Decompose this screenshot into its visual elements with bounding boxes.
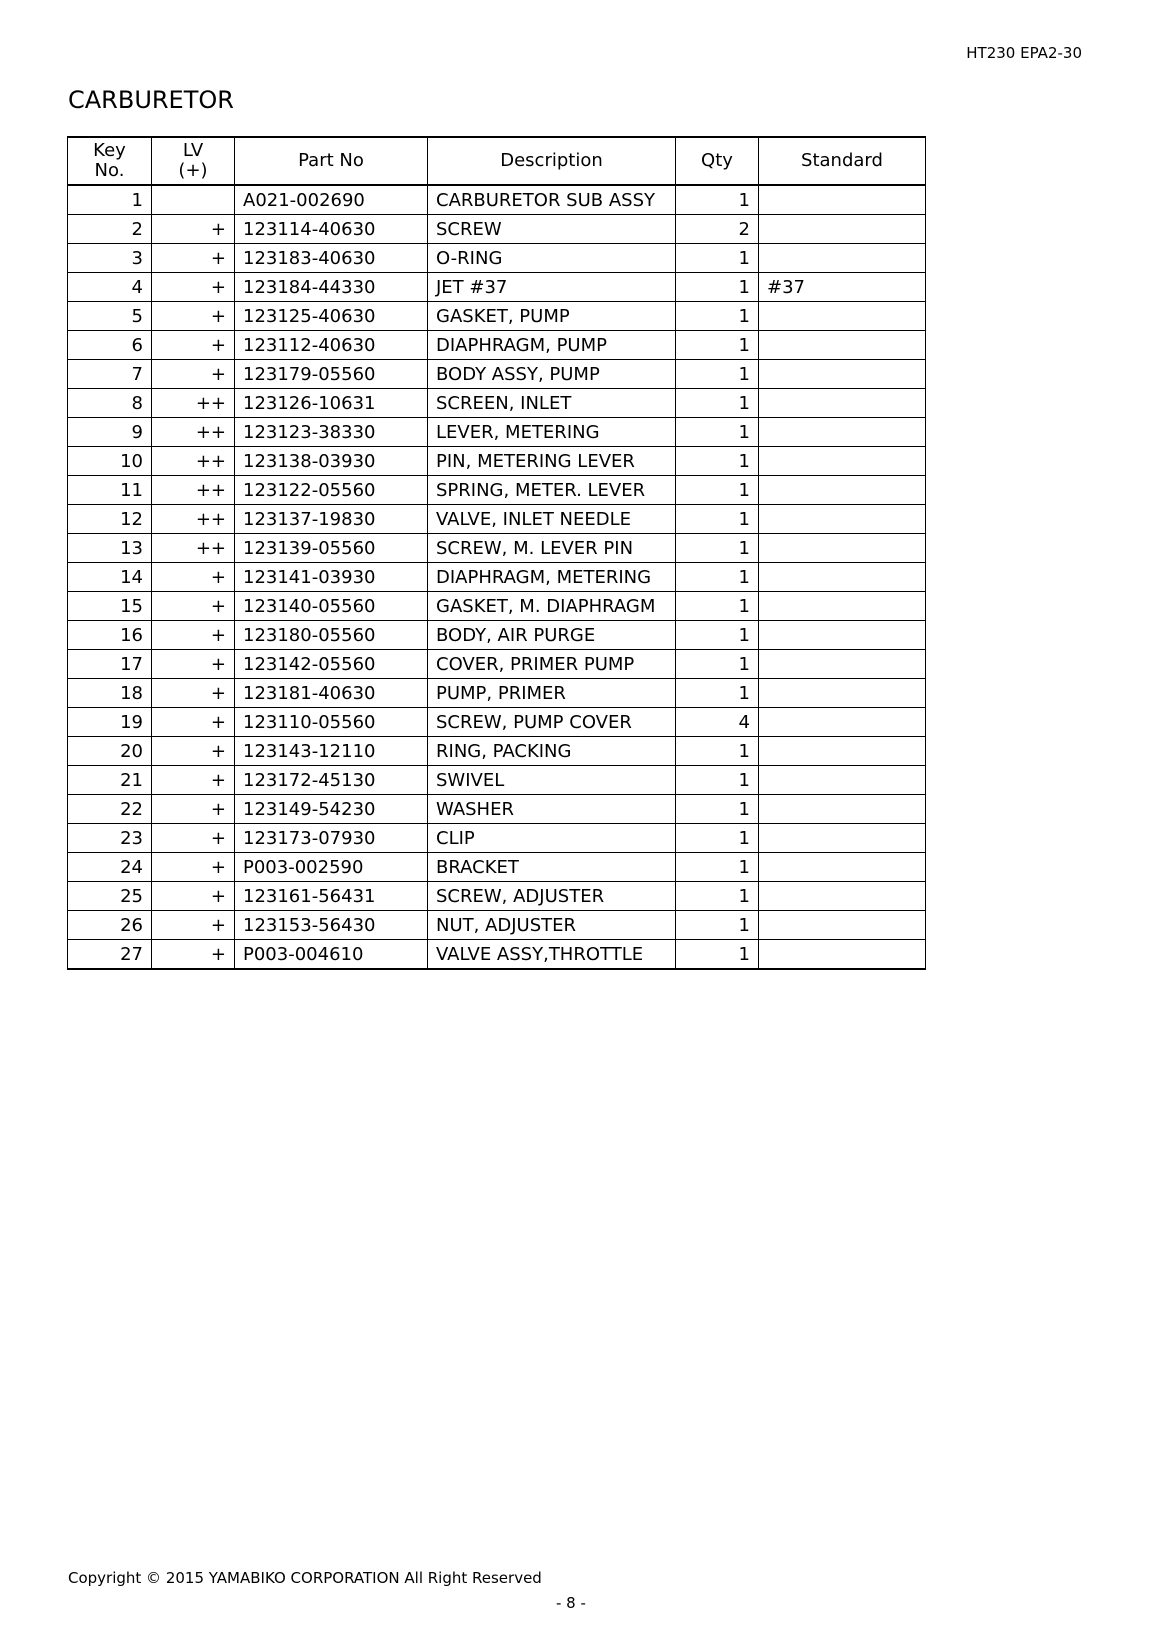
description-cell: PUMP, PRIMER bbox=[428, 679, 676, 708]
qty-cell: 1 bbox=[676, 940, 759, 970]
table-row bbox=[68, 766, 926, 795]
part-no-cell: 123161-56431 bbox=[235, 882, 428, 911]
standard-cell bbox=[759, 650, 926, 679]
table-row bbox=[68, 505, 926, 534]
description-cell: RING, PACKING bbox=[428, 737, 676, 766]
table-row bbox=[68, 331, 926, 360]
table-row bbox=[68, 185, 926, 215]
qty-cell: 1 bbox=[676, 331, 759, 360]
lv-cell: + bbox=[152, 592, 235, 621]
lv-cell: + bbox=[152, 331, 235, 360]
qty-cell: 1 bbox=[676, 766, 759, 795]
column-header-lv-line1: LV bbox=[182, 140, 204, 161]
lv-cell: + bbox=[152, 795, 235, 824]
part-no-cell: 123153-56430 bbox=[235, 911, 428, 940]
table-row bbox=[68, 824, 926, 853]
table-row bbox=[68, 360, 926, 389]
parts-table bbox=[67, 136, 926, 970]
key-no-cell: 16 bbox=[68, 621, 152, 650]
description-cell: JET #37 bbox=[428, 273, 676, 302]
lv-cell: + bbox=[152, 679, 235, 708]
description-cell: CARBURETOR SUB ASSY bbox=[428, 185, 676, 215]
column-header-part-no: Part No bbox=[235, 137, 428, 185]
description-cell: CLIP bbox=[428, 824, 676, 853]
standard-cell bbox=[759, 737, 926, 766]
standard-cell bbox=[759, 940, 926, 970]
qty-cell: 1 bbox=[676, 911, 759, 940]
lv-cell: + bbox=[152, 650, 235, 679]
column-header-description: Description bbox=[428, 137, 676, 185]
description-cell: WASHER bbox=[428, 795, 676, 824]
table-row bbox=[68, 244, 926, 273]
key-no-cell: 3 bbox=[68, 244, 152, 273]
lv-cell: ++ bbox=[152, 418, 235, 447]
standard-cell bbox=[759, 534, 926, 563]
description-cell: SCREW bbox=[428, 215, 676, 244]
table-row bbox=[68, 911, 926, 940]
key-no-cell: 5 bbox=[68, 302, 152, 331]
standard-cell bbox=[759, 708, 926, 737]
part-no-cell: 123122-05560 bbox=[235, 476, 428, 505]
description-cell: SCREW, ADJUSTER bbox=[428, 882, 676, 911]
table-row bbox=[68, 534, 926, 563]
qty-cell: 1 bbox=[676, 447, 759, 476]
standard-cell bbox=[759, 592, 926, 621]
lv-cell: + bbox=[152, 563, 235, 592]
description-cell: SWIVEL bbox=[428, 766, 676, 795]
qty-cell: 1 bbox=[676, 505, 759, 534]
qty-cell: 1 bbox=[676, 824, 759, 853]
part-no-cell: 123123-38330 bbox=[235, 418, 428, 447]
column-header-standard: Standard bbox=[759, 137, 926, 185]
table-row bbox=[68, 708, 926, 737]
table-row bbox=[68, 418, 926, 447]
standard-cell bbox=[759, 766, 926, 795]
part-no-cell: 123139-05560 bbox=[235, 534, 428, 563]
lv-cell: ++ bbox=[152, 505, 235, 534]
part-no-cell: 123126-10631 bbox=[235, 389, 428, 418]
key-no-cell: 24 bbox=[68, 853, 152, 882]
qty-cell: 1 bbox=[676, 360, 759, 389]
standard-cell bbox=[759, 621, 926, 650]
key-no-cell: 11 bbox=[68, 476, 152, 505]
lv-cell: + bbox=[152, 302, 235, 331]
description-cell: DIAPHRAGM, METERING bbox=[428, 563, 676, 592]
key-no-cell: 13 bbox=[68, 534, 152, 563]
lv-cell: + bbox=[152, 882, 235, 911]
part-no-cell: 123137-19830 bbox=[235, 505, 428, 534]
qty-cell: 1 bbox=[676, 737, 759, 766]
table-row bbox=[68, 302, 926, 331]
qty-cell: 1 bbox=[676, 244, 759, 273]
description-cell: VALVE, INLET NEEDLE bbox=[428, 505, 676, 534]
description-cell: COVER, PRIMER PUMP bbox=[428, 650, 676, 679]
lv-cell: + bbox=[152, 360, 235, 389]
qty-cell: 4 bbox=[676, 708, 759, 737]
standard-cell bbox=[759, 389, 926, 418]
key-no-cell: 4 bbox=[68, 273, 152, 302]
standard-cell bbox=[759, 215, 926, 244]
standard-cell bbox=[759, 853, 926, 882]
table-row bbox=[68, 795, 926, 824]
standard-cell bbox=[759, 360, 926, 389]
lv-cell: ++ bbox=[152, 447, 235, 476]
qty-cell: 1 bbox=[676, 389, 759, 418]
key-no-cell: 9 bbox=[68, 418, 152, 447]
description-cell: BRACKET bbox=[428, 853, 676, 882]
description-cell: VALVE ASSY,THROTTLE bbox=[428, 940, 676, 970]
column-header-key-line1: Key bbox=[93, 140, 126, 161]
part-no-cell: 123110-05560 bbox=[235, 708, 428, 737]
key-no-cell: 23 bbox=[68, 824, 152, 853]
lv-cell: + bbox=[152, 853, 235, 882]
standard-cell bbox=[759, 824, 926, 853]
key-no-cell: 15 bbox=[68, 592, 152, 621]
part-no-cell: 123141-03930 bbox=[235, 563, 428, 592]
lv-cell: + bbox=[152, 940, 235, 970]
qty-cell: 1 bbox=[676, 273, 759, 302]
standard-cell bbox=[759, 679, 926, 708]
lv-cell bbox=[152, 185, 235, 215]
part-no-cell: 123183-40630 bbox=[235, 244, 428, 273]
lv-cell: + bbox=[152, 215, 235, 244]
key-no-cell: 26 bbox=[68, 911, 152, 940]
key-no-cell: 2 bbox=[68, 215, 152, 244]
standard-cell bbox=[759, 185, 926, 215]
part-no-cell: 123142-05560 bbox=[235, 650, 428, 679]
table-row bbox=[68, 592, 926, 621]
part-no-cell: 123138-03930 bbox=[235, 447, 428, 476]
table-row bbox=[68, 679, 926, 708]
description-cell: GASKET, M. DIAPHRAGM bbox=[428, 592, 676, 621]
qty-cell: 1 bbox=[676, 592, 759, 621]
standard-cell: #37 bbox=[759, 273, 926, 302]
part-no-cell: A021-002690 bbox=[235, 185, 428, 215]
column-header-qty: Qty bbox=[676, 137, 759, 185]
parts-table-header bbox=[68, 137, 926, 185]
page-title: CARBURETOR bbox=[68, 86, 234, 114]
lv-cell: + bbox=[152, 273, 235, 302]
description-cell: NUT, ADJUSTER bbox=[428, 911, 676, 940]
description-cell: GASKET, PUMP bbox=[428, 302, 676, 331]
parts-table-body bbox=[68, 185, 926, 969]
qty-cell: 1 bbox=[676, 882, 759, 911]
table-row bbox=[68, 215, 926, 244]
header-row bbox=[68, 137, 926, 185]
table-row bbox=[68, 621, 926, 650]
key-no-cell: 27 bbox=[68, 940, 152, 970]
description-cell: PIN, METERING LEVER bbox=[428, 447, 676, 476]
standard-cell bbox=[759, 505, 926, 534]
standard-cell bbox=[759, 418, 926, 447]
key-no-cell: 6 bbox=[68, 331, 152, 360]
lv-cell: ++ bbox=[152, 476, 235, 505]
part-no-cell: 123179-05560 bbox=[235, 360, 428, 389]
lv-cell: + bbox=[152, 766, 235, 795]
description-cell: LEVER, METERING bbox=[428, 418, 676, 447]
table-row bbox=[68, 940, 926, 970]
table-row bbox=[68, 882, 926, 911]
key-no-cell: 18 bbox=[68, 679, 152, 708]
part-no-cell: 123143-12110 bbox=[235, 737, 428, 766]
qty-cell: 2 bbox=[676, 215, 759, 244]
qty-cell: 1 bbox=[676, 679, 759, 708]
table-row bbox=[68, 563, 926, 592]
qty-cell: 1 bbox=[676, 418, 759, 447]
part-no-cell: 123125-40630 bbox=[235, 302, 428, 331]
description-cell: O-RING bbox=[428, 244, 676, 273]
standard-cell bbox=[759, 882, 926, 911]
table-row bbox=[68, 650, 926, 679]
column-header-lv bbox=[152, 137, 235, 185]
standard-cell bbox=[759, 911, 926, 940]
key-no-cell: 21 bbox=[68, 766, 152, 795]
key-no-cell: 20 bbox=[68, 737, 152, 766]
table-row bbox=[68, 447, 926, 476]
description-cell: SCREEN, INLET bbox=[428, 389, 676, 418]
qty-cell: 1 bbox=[676, 650, 759, 679]
description-cell: SCREW, M. LEVER PIN bbox=[428, 534, 676, 563]
part-no-cell: P003-002590 bbox=[235, 853, 428, 882]
column-header-lv-line2: (+) bbox=[178, 160, 208, 181]
standard-cell bbox=[759, 476, 926, 505]
page-number: - 8 - bbox=[556, 1594, 586, 1612]
copyright-notice: Copyright © 2015 YAMABIKO CORPORATION All Right Reserved bbox=[68, 1569, 542, 1587]
lv-cell: + bbox=[152, 621, 235, 650]
part-no-cell: P003-004610 bbox=[235, 940, 428, 970]
model-code: HT230 EPA2-30 bbox=[966, 44, 1082, 62]
description-cell: BODY, AIR PURGE bbox=[428, 621, 676, 650]
key-no-cell: 7 bbox=[68, 360, 152, 389]
qty-cell: 1 bbox=[676, 185, 759, 215]
description-cell: BODY ASSY, PUMP bbox=[428, 360, 676, 389]
lv-cell: + bbox=[152, 824, 235, 853]
part-no-cell: 123149-54230 bbox=[235, 795, 428, 824]
key-no-cell: 14 bbox=[68, 563, 152, 592]
key-no-cell: 1 bbox=[68, 185, 152, 215]
part-no-cell: 123184-44330 bbox=[235, 273, 428, 302]
qty-cell: 1 bbox=[676, 853, 759, 882]
part-no-cell: 123114-40630 bbox=[235, 215, 428, 244]
key-no-cell: 10 bbox=[68, 447, 152, 476]
part-no-cell: 123181-40630 bbox=[235, 679, 428, 708]
lv-cell: ++ bbox=[152, 389, 235, 418]
qty-cell: 1 bbox=[676, 621, 759, 650]
key-no-cell: 17 bbox=[68, 650, 152, 679]
qty-cell: 1 bbox=[676, 795, 759, 824]
lv-cell: + bbox=[152, 911, 235, 940]
key-no-cell: 25 bbox=[68, 882, 152, 911]
part-no-cell: 123180-05560 bbox=[235, 621, 428, 650]
lv-cell: + bbox=[152, 244, 235, 273]
standard-cell bbox=[759, 447, 926, 476]
description-cell: SCREW, PUMP COVER bbox=[428, 708, 676, 737]
standard-cell bbox=[759, 795, 926, 824]
qty-cell: 1 bbox=[676, 302, 759, 331]
qty-cell: 1 bbox=[676, 476, 759, 505]
table-row bbox=[68, 273, 926, 302]
key-no-cell: 22 bbox=[68, 795, 152, 824]
key-no-cell: 8 bbox=[68, 389, 152, 418]
table-row bbox=[68, 476, 926, 505]
part-no-cell: 123112-40630 bbox=[235, 331, 428, 360]
lv-cell: + bbox=[152, 708, 235, 737]
standard-cell bbox=[759, 563, 926, 592]
part-no-cell: 123172-45130 bbox=[235, 766, 428, 795]
standard-cell bbox=[759, 331, 926, 360]
description-cell: SPRING, METER. LEVER bbox=[428, 476, 676, 505]
table-row bbox=[68, 853, 926, 882]
table-row bbox=[68, 389, 926, 418]
key-no-cell: 12 bbox=[68, 505, 152, 534]
lv-cell: ++ bbox=[152, 534, 235, 563]
column-header-key-no bbox=[68, 137, 152, 185]
column-header-key-line2: No. bbox=[94, 160, 125, 181]
part-no-cell: 123140-05560 bbox=[235, 592, 428, 621]
qty-cell: 1 bbox=[676, 563, 759, 592]
qty-cell: 1 bbox=[676, 534, 759, 563]
standard-cell bbox=[759, 302, 926, 331]
key-no-cell: 19 bbox=[68, 708, 152, 737]
part-no-cell: 123173-07930 bbox=[235, 824, 428, 853]
standard-cell bbox=[759, 244, 926, 273]
lv-cell: + bbox=[152, 737, 235, 766]
table-row bbox=[68, 737, 926, 766]
description-cell: DIAPHRAGM, PUMP bbox=[428, 331, 676, 360]
